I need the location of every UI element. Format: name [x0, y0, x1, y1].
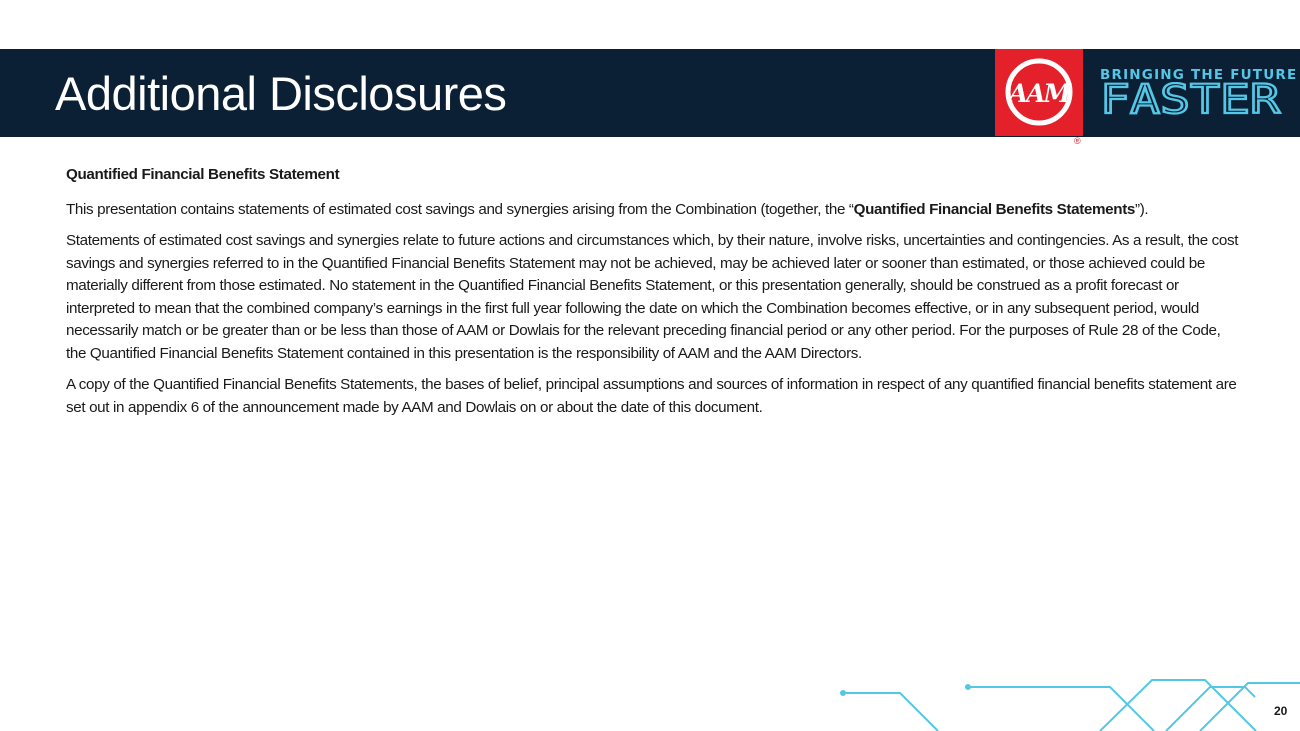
tagline-bottom-text: FASTER — [1100, 82, 1282, 118]
paragraph-3: A copy of the Quantified Financial Benefits Statements, the bases of belief, principal assumptions and sources of information in respect of any quantified financial benefits statement are set out in appendix 6 of the announcement made by AAM and Dowlais on or about the date of this document. — [66, 376, 1237, 416]
aam-logo — [995, 49, 1083, 136]
section-heading: Quantified Financial Benefits Statement — [66, 166, 340, 183]
disclosure-content — [66, 164, 1241, 428]
tagline-top: BRINGING THE FUTURE — [1100, 67, 1298, 83]
paragraph-1-text: This presentation contains statements of estimated cost savings and synergies arising from the Combination (together, the “ — [66, 200, 854, 218]
registered-mark: ® — [1074, 136, 1081, 146]
paragraph-2: Statements of estimated cost savings and synergies relate to future actions and circumstances which, by their nature, involve risks, uncertainties and contingencies. As a result, the cost savings and synergies referred to in the Quantified Financial Benefits Statement may not be achieved, may be achieved later or sooner than estimated, or those achieved could be materially different from those estimated. No statement in the Quantified Financial Benefits Statement, or this presentation generally, should be construed as a profit forecast or interpreted to mean that the combined company’s earnings in the first full year following the date on which the Combination becomes effective, or in any subsequent period, would necessarily match or be greater than or be less than those of AAM or Dowlais for the relevant preceding financial period or any other period. For the purposes of Rule 28 of the Code, the Quantified Financial Benefits Statement contained in this presentation is the responsibility of AAM and the AAM Directors. — [66, 232, 1239, 362]
tagline-bottom — [1100, 82, 1282, 118]
page-title: Additional Disclosures — [55, 67, 507, 120]
paragraph-1-bold: Quantified Financial Benefits Statements — [853, 200, 1136, 218]
aam-logo-icon — [995, 49, 1083, 136]
paragraph-1 — [66, 199, 1241, 222]
logo-text: AAM — [1008, 79, 1070, 108]
paragraph-1-end: ”). — [1135, 200, 1149, 218]
page-number: 20 — [1274, 704, 1288, 718]
